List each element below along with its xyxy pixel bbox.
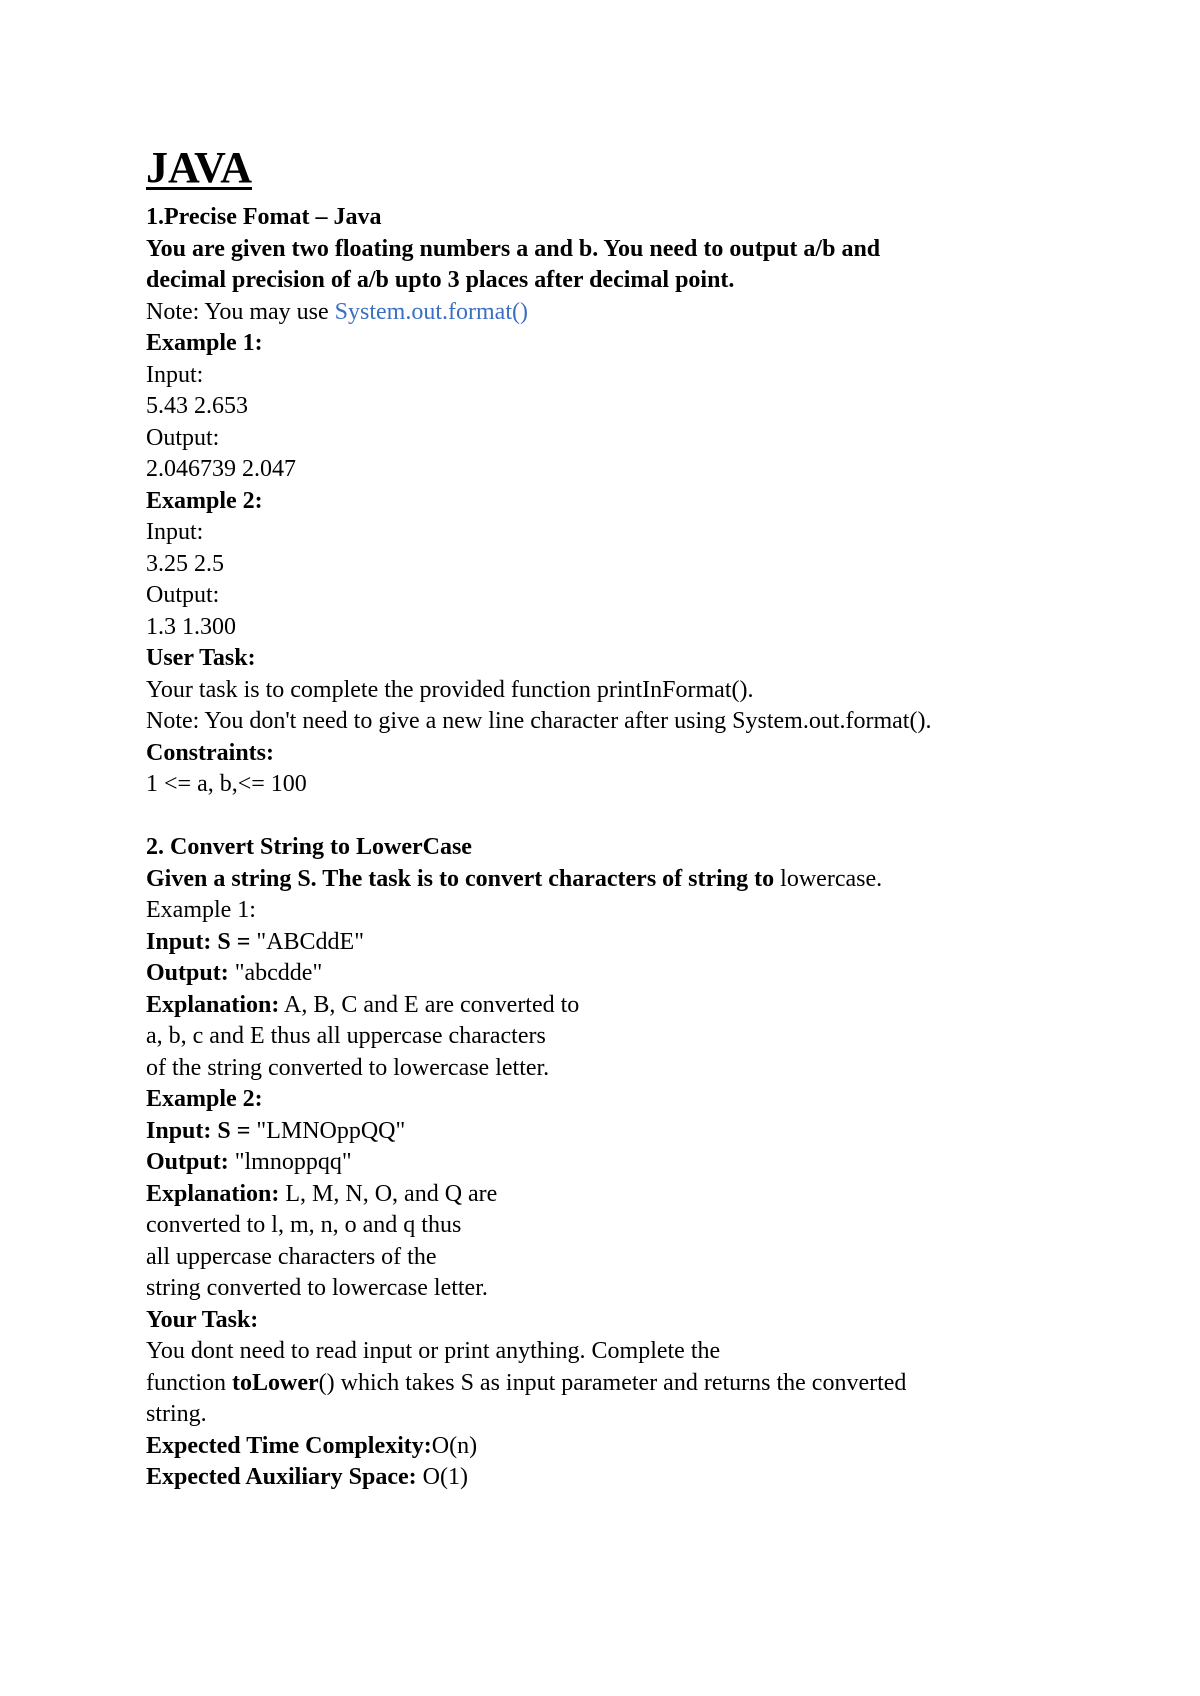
- section-spacer: [146, 801, 1146, 833]
- section1-user-task-label: User Task:: [146, 645, 256, 671]
- section2-your-task-label: Your Task:: [146, 1306, 259, 1333]
- document-page: [146, 140, 1146, 1494]
- time-complexity-label: Expected Time Complexity:: [146, 1432, 432, 1459]
- section2-ex1-explanation-line3: of the string converted to lowercase letter.: [146, 1054, 550, 1081]
- section2-statement: [146, 864, 1146, 896]
- section1-example1-output-label: Output:: [146, 424, 220, 451]
- space-complexity-label: Expected Auxiliary Space:: [146, 1464, 417, 1490]
- system-out-format-link[interactable]: System.out.format(): [334, 298, 528, 325]
- section1-example1-input: 5.43 2.653: [146, 393, 248, 419]
- ex1-explanation-line1: A, B, C and E are converted to: [279, 991, 580, 1018]
- section1-example1-output: 2.046739 2.047: [146, 456, 296, 482]
- ex1-output-value: "abcdde": [234, 960, 323, 986]
- section1-example1-label: Example 1:: [146, 330, 263, 356]
- ex2-input-value: "LMNOppQQ": [256, 1117, 406, 1144]
- section1-example2-input: 3.25 2.5: [146, 550, 224, 577]
- space-complexity-value: O(1): [416, 1464, 468, 1490]
- section2-statement-bold: Given a string S. The task is to convert characters of string to: [146, 865, 775, 892]
- your-task-line2-prefix: function: [146, 1369, 232, 1396]
- section2-ex1-input: [146, 927, 1146, 959]
- section1-constraints-label: Constraints:: [146, 739, 275, 766]
- section2-ex2-explanation-line4: string converted to lowercase letter.: [146, 1275, 488, 1301]
- ex2-output-label: Output:: [146, 1149, 235, 1175]
- your-task-line2-bold: toLower: [231, 1369, 319, 1396]
- section1-example2-input-label: Input:: [146, 519, 204, 545]
- section2-ex2-output: [146, 1147, 1146, 1179]
- section2-ex2-explanation-line3: all uppercase characters of the: [146, 1243, 437, 1270]
- section2-ex2-explanation: [146, 1179, 1146, 1211]
- section2-statement-rest: lowercase.: [774, 865, 883, 892]
- section1-statement-line2: decimal precision of a/b upto 3 places after decimal point.: [146, 267, 735, 293]
- ex1-input-value: "ABCddE": [256, 928, 364, 955]
- section2-your-task-line1: You dont need to read input or print anything. Complete the: [146, 1338, 721, 1364]
- section2-your-task-line3: string.: [146, 1401, 207, 1427]
- ex2-explanation-line1: L, M, N, O, and Q are: [279, 1180, 498, 1207]
- section1-heading: 1.Precise Fomat – Java: [146, 204, 382, 230]
- section2-space-complexity: [146, 1462, 1146, 1494]
- section2-your-task-line2: [146, 1368, 1146, 1400]
- section1-example2-output-label: Output:: [146, 582, 220, 608]
- section2-ex2-input: [146, 1116, 1146, 1148]
- section1-user-task-line1: Your task is to complete the provided function printInFormat().: [146, 676, 754, 703]
- section1-statement-line1: You are given two floating numbers a and b. You need to output a/b and: [146, 235, 881, 262]
- section2-example1-label: Example 1:: [146, 897, 256, 923]
- section1-constraints: 1 <= a, b,<= 100: [146, 771, 307, 797]
- section2-heading: 2. Convert String to LowerCase: [146, 834, 472, 860]
- note-prefix: Note: You may use: [146, 298, 335, 325]
- section2-ex2-explanation-line2: converted to l, m, n, o and q thus: [146, 1212, 462, 1238]
- ex2-input-label: Input: S =: [146, 1117, 257, 1144]
- section1-example2-label: Example 2:: [146, 487, 263, 514]
- ex1-output-label: Output:: [146, 960, 235, 986]
- your-task-line2-suffix: () which takes S as input parameter and returns the converted: [318, 1369, 907, 1396]
- ex1-input-label: Input: S =: [146, 928, 257, 955]
- time-complexity-value: O(n): [431, 1432, 478, 1459]
- section2-ex1-explanation: [146, 990, 1146, 1022]
- section2-example2-label: Example 2:: [146, 1086, 263, 1112]
- section2-ex1-explanation-line2: a, b, c and E thus all uppercase characters: [146, 1023, 546, 1049]
- section1-note: [146, 297, 1146, 329]
- ex1-explanation-label: Explanation:: [146, 991, 280, 1018]
- page-title: JAVA: [146, 143, 252, 192]
- section1-example2-output: 1.3 1.300: [146, 613, 236, 640]
- section1-user-task-line2: Note: You don't need to give a new line character after using System.out.format().: [146, 708, 932, 734]
- section2-time-complexity: [146, 1431, 1146, 1463]
- ex2-explanation-label: Explanation:: [146, 1180, 280, 1207]
- section1-example1-input-label: Input:: [146, 361, 204, 388]
- ex2-output-value: "lmnoppqq": [234, 1149, 352, 1175]
- section2-ex1-output: [146, 958, 1146, 990]
